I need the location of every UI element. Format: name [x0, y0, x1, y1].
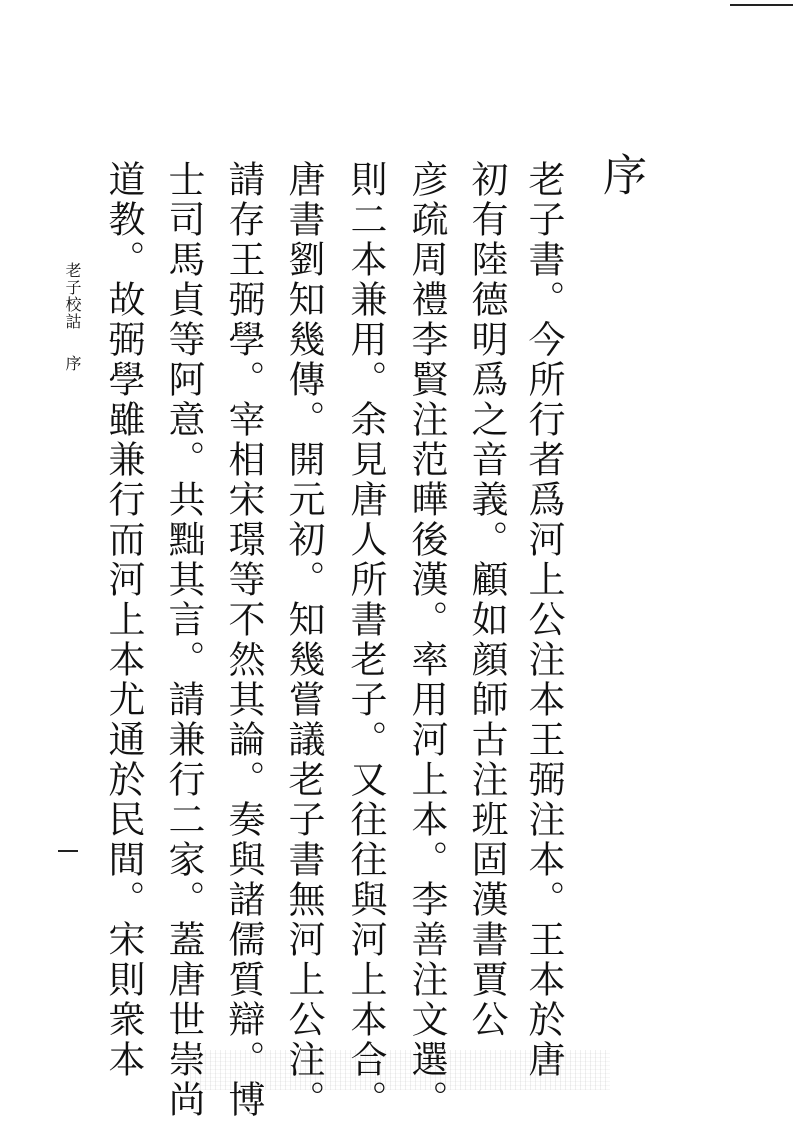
text-column-6: 請存王弼學。宰相宋璟等不然其論。奏與諸儒質辯。博 — [222, 160, 265, 1120]
scan-noise — [190, 1050, 610, 1090]
page-number — [58, 850, 78, 852]
text-column-4: 則二本兼用。余見唐人所書老子。又往往與河上本合。 — [344, 160, 387, 1120]
text-column-7: 士司馬貞等阿意。共黜其言。請兼行二家。蓋唐世崇尚 — [162, 160, 205, 1120]
text-column-1: 老子書。今所行者爲河上公注本王弼注本。王本於唐 — [522, 160, 565, 1080]
text-column-8: 道教。故弼學雖兼行而河上本尤通於民間。宋則衆本 — [102, 160, 145, 1080]
top-edge-rule — [730, 4, 793, 6]
text-column-5: 唐書劉知幾傳。開元初。知幾嘗議老子書無河上公注。 — [282, 160, 325, 1120]
text-column-3: 彦疏周禮李賢注范曄後漢。率用河上本。李善注文選。 — [405, 160, 448, 1120]
section-title: 序 — [595, 152, 646, 196]
text-column-2: 初有陸德明爲之音義。顧如顔師古注班固漢書賈公 — [465, 160, 508, 1040]
running-head-section: 序 — [63, 355, 82, 372]
running-head-book: 老子校詁 — [63, 262, 82, 330]
